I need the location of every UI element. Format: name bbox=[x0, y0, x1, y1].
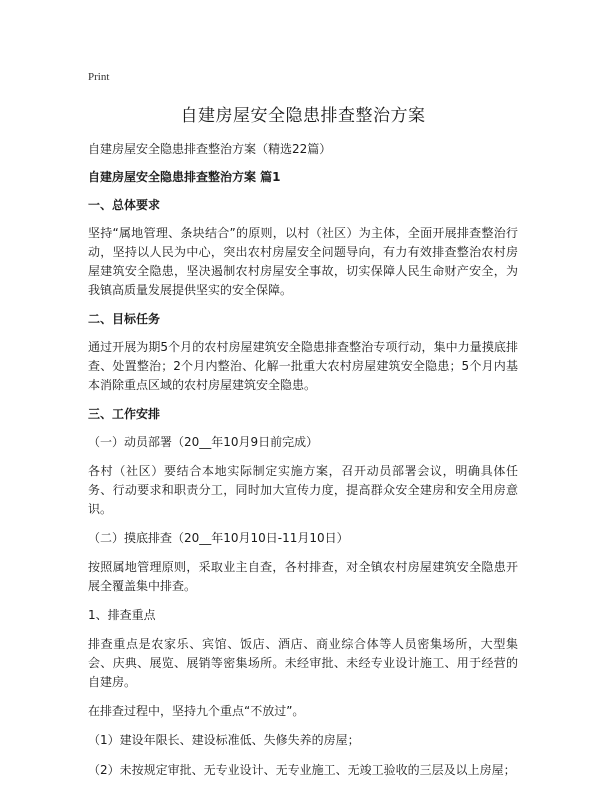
step-label-mobilize: （一）动员部署（20__年10月9日前完成） bbox=[88, 435, 319, 449]
focus-label: 1、排查重点 bbox=[88, 608, 156, 622]
document-title: 自建房屋安全隐患排查整治方案 bbox=[180, 106, 426, 126]
focus-item: （2）未按规定审批、无专业设计、无专业施工、无竣工验收的三层及以上房屋； bbox=[88, 763, 516, 777]
section-heading-goals: 二、目标任务 bbox=[88, 312, 161, 326]
section-paragraph-goals: 通过开展为期5个月的农村房屋建筑安全隐患排查整治专项行动，集中力量摸底排查、处置整治；2个月内整治、化解一批重大农村房屋建筑安全隐患；5个月内基本消除重点区域的农村房屋建筑安全隐患。 bbox=[88, 340, 518, 392]
document-subtitle: 自建房屋安全隐患排查整治方案（精选22篇） bbox=[88, 142, 332, 156]
focus-paragraph: 排查重点是农家乐、宾馆、饭店、酒店、商业综合体等人员密集场所，大型集会、庆典、展览、展销等密集场所。未经审批、未经专业设计施工、用于经营的自建房。 bbox=[88, 637, 518, 689]
print-label: Print bbox=[88, 71, 110, 83]
step-label-survey: （二）摸底排查（20__年10月10日-11月10日） bbox=[88, 531, 349, 545]
focus-intro: 在排查过程中，坚持九个重点“不放过”。 bbox=[88, 704, 305, 718]
step-paragraph-survey: 按照属地管理原则，采取业主自查，各村排查，对全镇农村房屋建筑安全隐患开展全覆盖集中排查。 bbox=[88, 560, 518, 593]
document-page bbox=[88, 70, 518, 791]
step-paragraph-mobilize: 各村（社区）要结合本地实际制定实施方案，召开动员部署会议，明确具体任务、行动要求和职责分工，同时加大宣传力度，提高群众安全建房和安全用房意识。 bbox=[88, 464, 518, 516]
section-heading-general: 一、总体要求 bbox=[88, 198, 161, 212]
article-heading: 自建房屋安全隐患排查整治方案 篇1 bbox=[88, 170, 281, 184]
section-paragraph-general: 坚持“属地管理、条块结合”的原则，以村（社区）为主体，全面开展排查整治行动，坚持以人民为中心，突出农村房屋安全问题导向，有力有效排查整治农村房屋建筑安全隐患，坚决遏制农村房屋安全事故，切实保障人民生命财产安全，为我镇高质量发展提供坚实的安全保障。 bbox=[88, 226, 518, 297]
section-heading-schedule: 三、工作安排 bbox=[88, 407, 161, 421]
focus-item: （1）建设年限长、建设标准低、失修失养的房屋； bbox=[88, 733, 360, 747]
